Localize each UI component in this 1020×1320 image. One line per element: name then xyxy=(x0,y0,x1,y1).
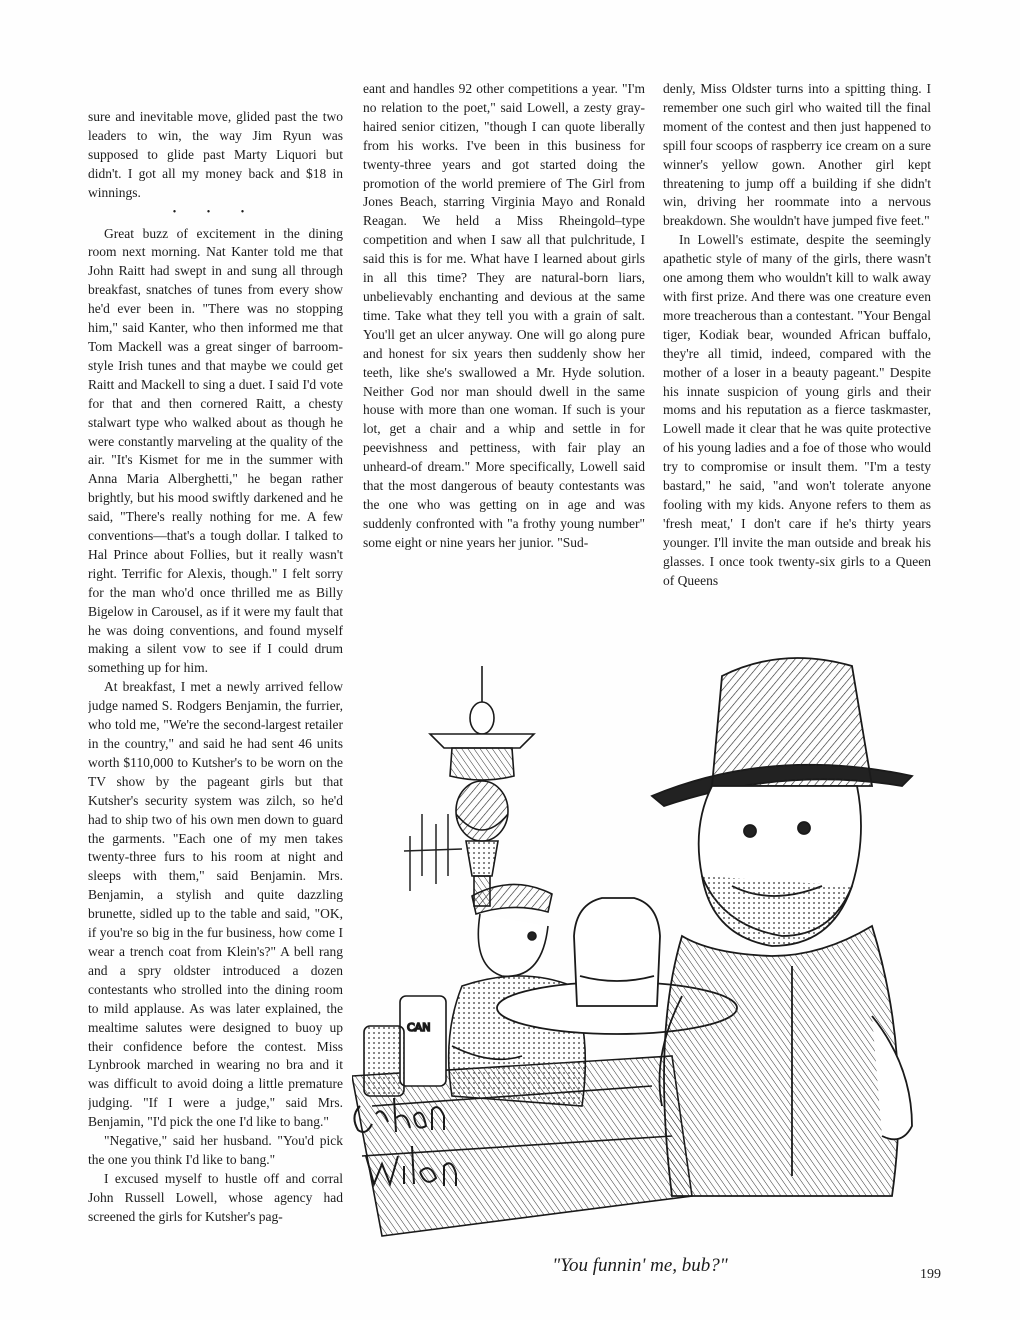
tall-man xyxy=(652,658,912,1196)
text-column-2 xyxy=(363,80,645,604)
oil-lamp xyxy=(430,666,534,906)
paragraph: eant and handles 92 other competitions a year. "I'm no relation to the poet," said Lowell, a zesty gray-haired senior citizen, "though I can quote liberally from his works. I've been in this business for twenty-three years and got started doing the promotion of the world premiere of The Girl from Jones Beach, starring Virginia Mayo and Ronald Reagan. We held a Miss Rheingold–type competition and when I saw all that pulchritude, I said this is for me. What have I learned about girls in all this time? They are natural-born liars, unbelievably enchanting and devious at the same time. Take what they tell you with a grain of salt. You'll get an ulcer anyway. One will go along pure and honest for six years then suddenly show her teeth, like she's swallowed a Mr. Hyde solution. Neither God nor man should dwell in the same house with more than one woman. If such is your lot, get a chair and a whip and settle in for peevishness and pettiness, with fair play an unheard-of dream." More specifically, Lowell said that the most dangerous of beauty contestants was the one who was getting on in age and was suddenly confronted with "a frothy young number" some eight or nine years her junior. "Sud- xyxy=(363,81,645,550)
paragraph: denly, Miss Oldster turns into a spitting thing. I remember one such girl who waited till the final moment of the contest and then just happened to spill four scoops of raspberry ice cream on a sure winner's yellow gown. Another girl kept threatening to jump off a building if she didn't win, driving her roommate into a nervous breakdown. She wouldn't have jumped five feet." xyxy=(663,81,931,229)
paragraph: In Lowell's estimate, despite the seemingly apathetic style of many of the girls, there wasn't one among them who wouldn't kill to walk away with first prize. And there was one creature even more treacherous than a contestant. "Your Bengal tiger, Kodiak bear, wounded African buffalo, they're all timid, indeed, compared with the mother of a loser in a beauty pageant." Despite his innate suspicion of young girls and their moms and his reputation as a fierce taskmaster, Lowell made it clear that he was quite protective of his young ladies and a foe of those who would try to compromise or insult them. "I'm a testy bastard," he said, "and won't tolerate anyone fooling with my kids. Anyone refers to them as 'fresh meat,' I don't care if he's thirty years younger. I'll invite the man outside and break his glasses. I once took twenty-six girls to a Queen of Queens xyxy=(663,232,931,588)
text-column-3 xyxy=(663,80,931,604)
cartoon-illustration xyxy=(352,636,926,1256)
jars xyxy=(364,996,446,1096)
paragraph: At breakfast, I met a newly arrived fellow judge named S. Rodgers Benjamin, the furrier, who told me, "We're the second-largest retailer in the country," and said he had sent 46 units worth $110,000 to Kutsher's to be worn on the TV show by the pageant girls but that Kutsher's security system was zilch, so he'd had to ship two of his own men down to guard the garments. "Each one of my men takes twenty-three furs to his room at night and sleeps with them," said Benjamin. Mrs. Benjamin, a stylish and quite dazzling brunette, sidled up to the table and said, "OK, if you're so big in the fur business, how come I wear a trench coat from Klein's?" A bell rang and a spry oldster introduced a dozen contestants who strolled into the dining room to mild applause. As was later explained, the mealtime salutes were designed to buoy up their confidence before the contest. Miss Lynbrook marched in wearing no bra and it was difficult to avoid doing a little premature judging. "If I were a judge," said Mrs. Benjamin, "I'd pick the one I'd like to bang." xyxy=(88,679,343,1130)
cartoon-caption: "You funnin' me, bub?" xyxy=(552,1255,728,1276)
signature-text: Gahan Wilson xyxy=(352,636,358,637)
wall-pegs xyxy=(404,814,462,891)
paragraph: sure and inevitable move, glided past the two leaders to win, the way Jim Ryun was supposed to glide past Marty Liquori but didn't. I got all my money back and $18 in winnings. xyxy=(88,109,343,200)
page-number: 199 xyxy=(920,1267,941,1282)
section-separator: • • • xyxy=(172,206,259,218)
jar-label: CAN xyxy=(407,1021,431,1034)
paragraph: Great buzz of excitement in the dining room next morning. Nat Kanter told me that John Raitt had swept in and sung all through breakfast, snatches of tunes from every show he'd ever been in. "There was no stopping him," said Kanter, who then informed me that Tom Mackell was a great singer of barroom-style Irish tunes and that maybe we could get Raitt and Mackell to sing a duet. I said I'd vote for that and then cornered Raitt, a chesty stalwart type who walked about as though he were constantly marveling at the quality of the air. "It's Kismet for me in the summer with Anna Maria Alberghetti," he began rather brightly, but his mood swiftly darkened and he said, "There's really nothing for me. A few conventions—that's a tough dollar. I talked to Hal Prince about Follies, but it really wasn't right. Terrific for Alexis, though." I felt sorry for the man who'd once thrilled me as Billy Bigelow in Carousel, as if it were my fault that he was doing conventions, and found myself making a silent vow to see if I could drum something up for him. xyxy=(88,225,343,676)
paragraph: I excused myself to hustle off and corral John Russell Lowell, whose agency had screened the girls for Kutsher's pag- xyxy=(88,1170,343,1224)
paragraph: "Negative," said her husband. "You'd pick the one you think I'd like to bang." xyxy=(88,1133,343,1167)
text-column-1 xyxy=(88,108,343,1292)
